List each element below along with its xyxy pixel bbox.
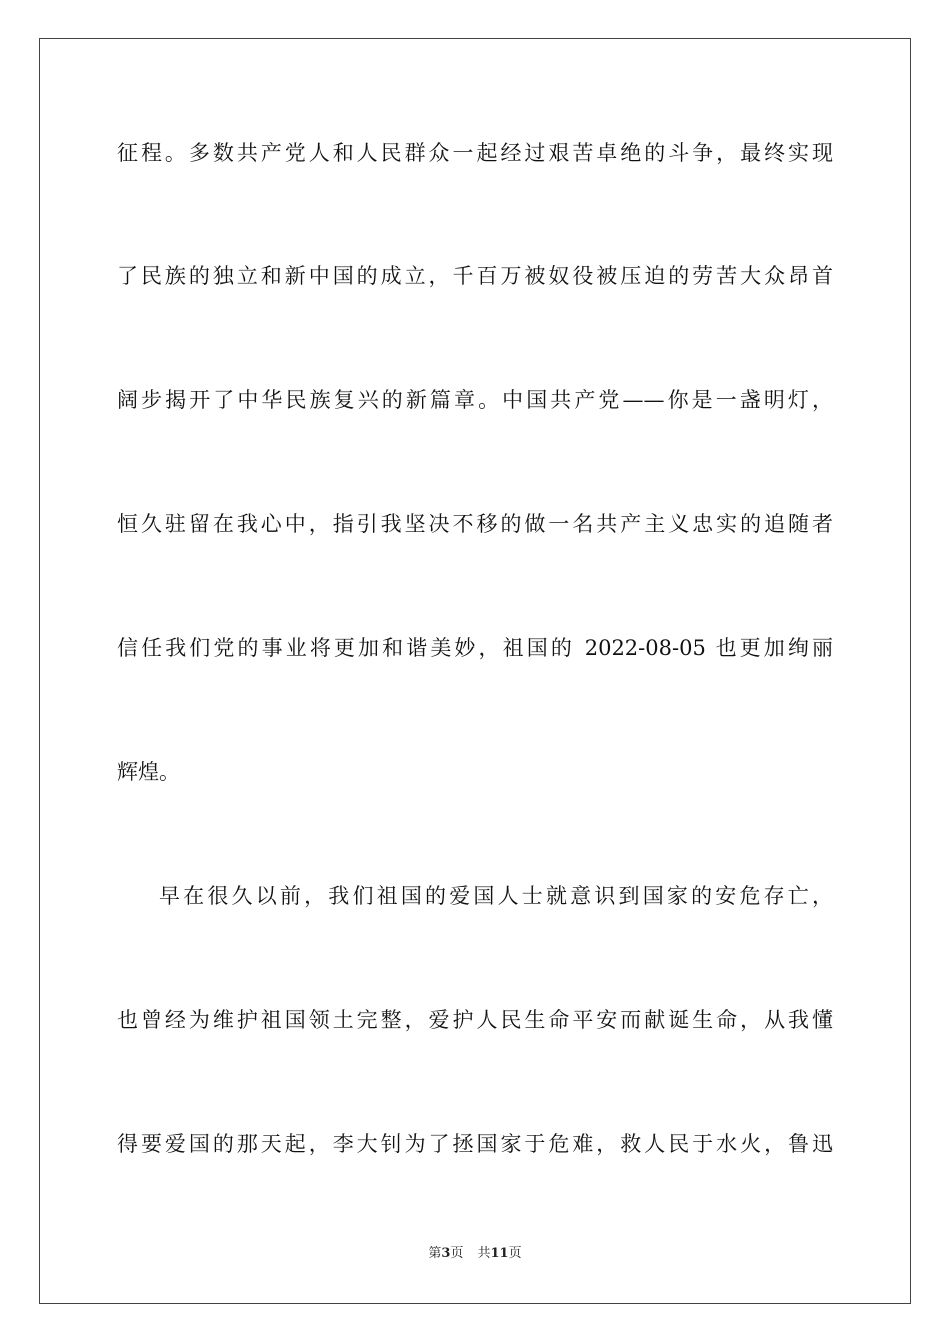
- page-prefix: 第: [428, 1246, 442, 1261]
- total-prefix: 共: [477, 1246, 491, 1261]
- text-line-4: 恒久驻留在我心中，指引我坚决不移的做一名共产主义忠实的追随者: [117, 512, 833, 536]
- text-line-3: 阔步揭开了中华民族复兴的新篇章。中国共产党——你是一盏明灯，: [117, 388, 833, 412]
- page-border: [39, 38, 911, 1304]
- text-line-7-paragraph-start: 早在很久以前，我们祖国的爱国人士就意识到国家的安危存亡，: [159, 884, 833, 908]
- text-line-5: 信任我们党的事业将更加和谐美妙，祖国的 2022-08-05 也更加绚丽: [117, 636, 833, 660]
- current-page-number: 3: [441, 1246, 451, 1261]
- text-line-1: 征程。多数共产党人和人民群众一起经过艰苦卓绝的斗争，最终实现: [117, 141, 833, 165]
- page-footer: [0, 1245, 950, 1263]
- total-suffix: 页: [508, 1246, 522, 1261]
- text-line-8: 也曾经为维护祖国领土完整，爱护人民生命平安而献诞生命，从我懂: [117, 1008, 833, 1032]
- page-suffix: 页: [450, 1246, 464, 1261]
- text-line-2: 了民族的独立和新中国的成立，千百万被奴役被压迫的劳苦大众昂首: [117, 264, 833, 288]
- text-line-9: 得要爱国的那天起，李大钊为了拯国家于危难，救人民于水火，鲁迅: [117, 1132, 833, 1156]
- total-pages: 11: [490, 1246, 509, 1261]
- text-line-6: 辉煌。: [117, 760, 180, 784]
